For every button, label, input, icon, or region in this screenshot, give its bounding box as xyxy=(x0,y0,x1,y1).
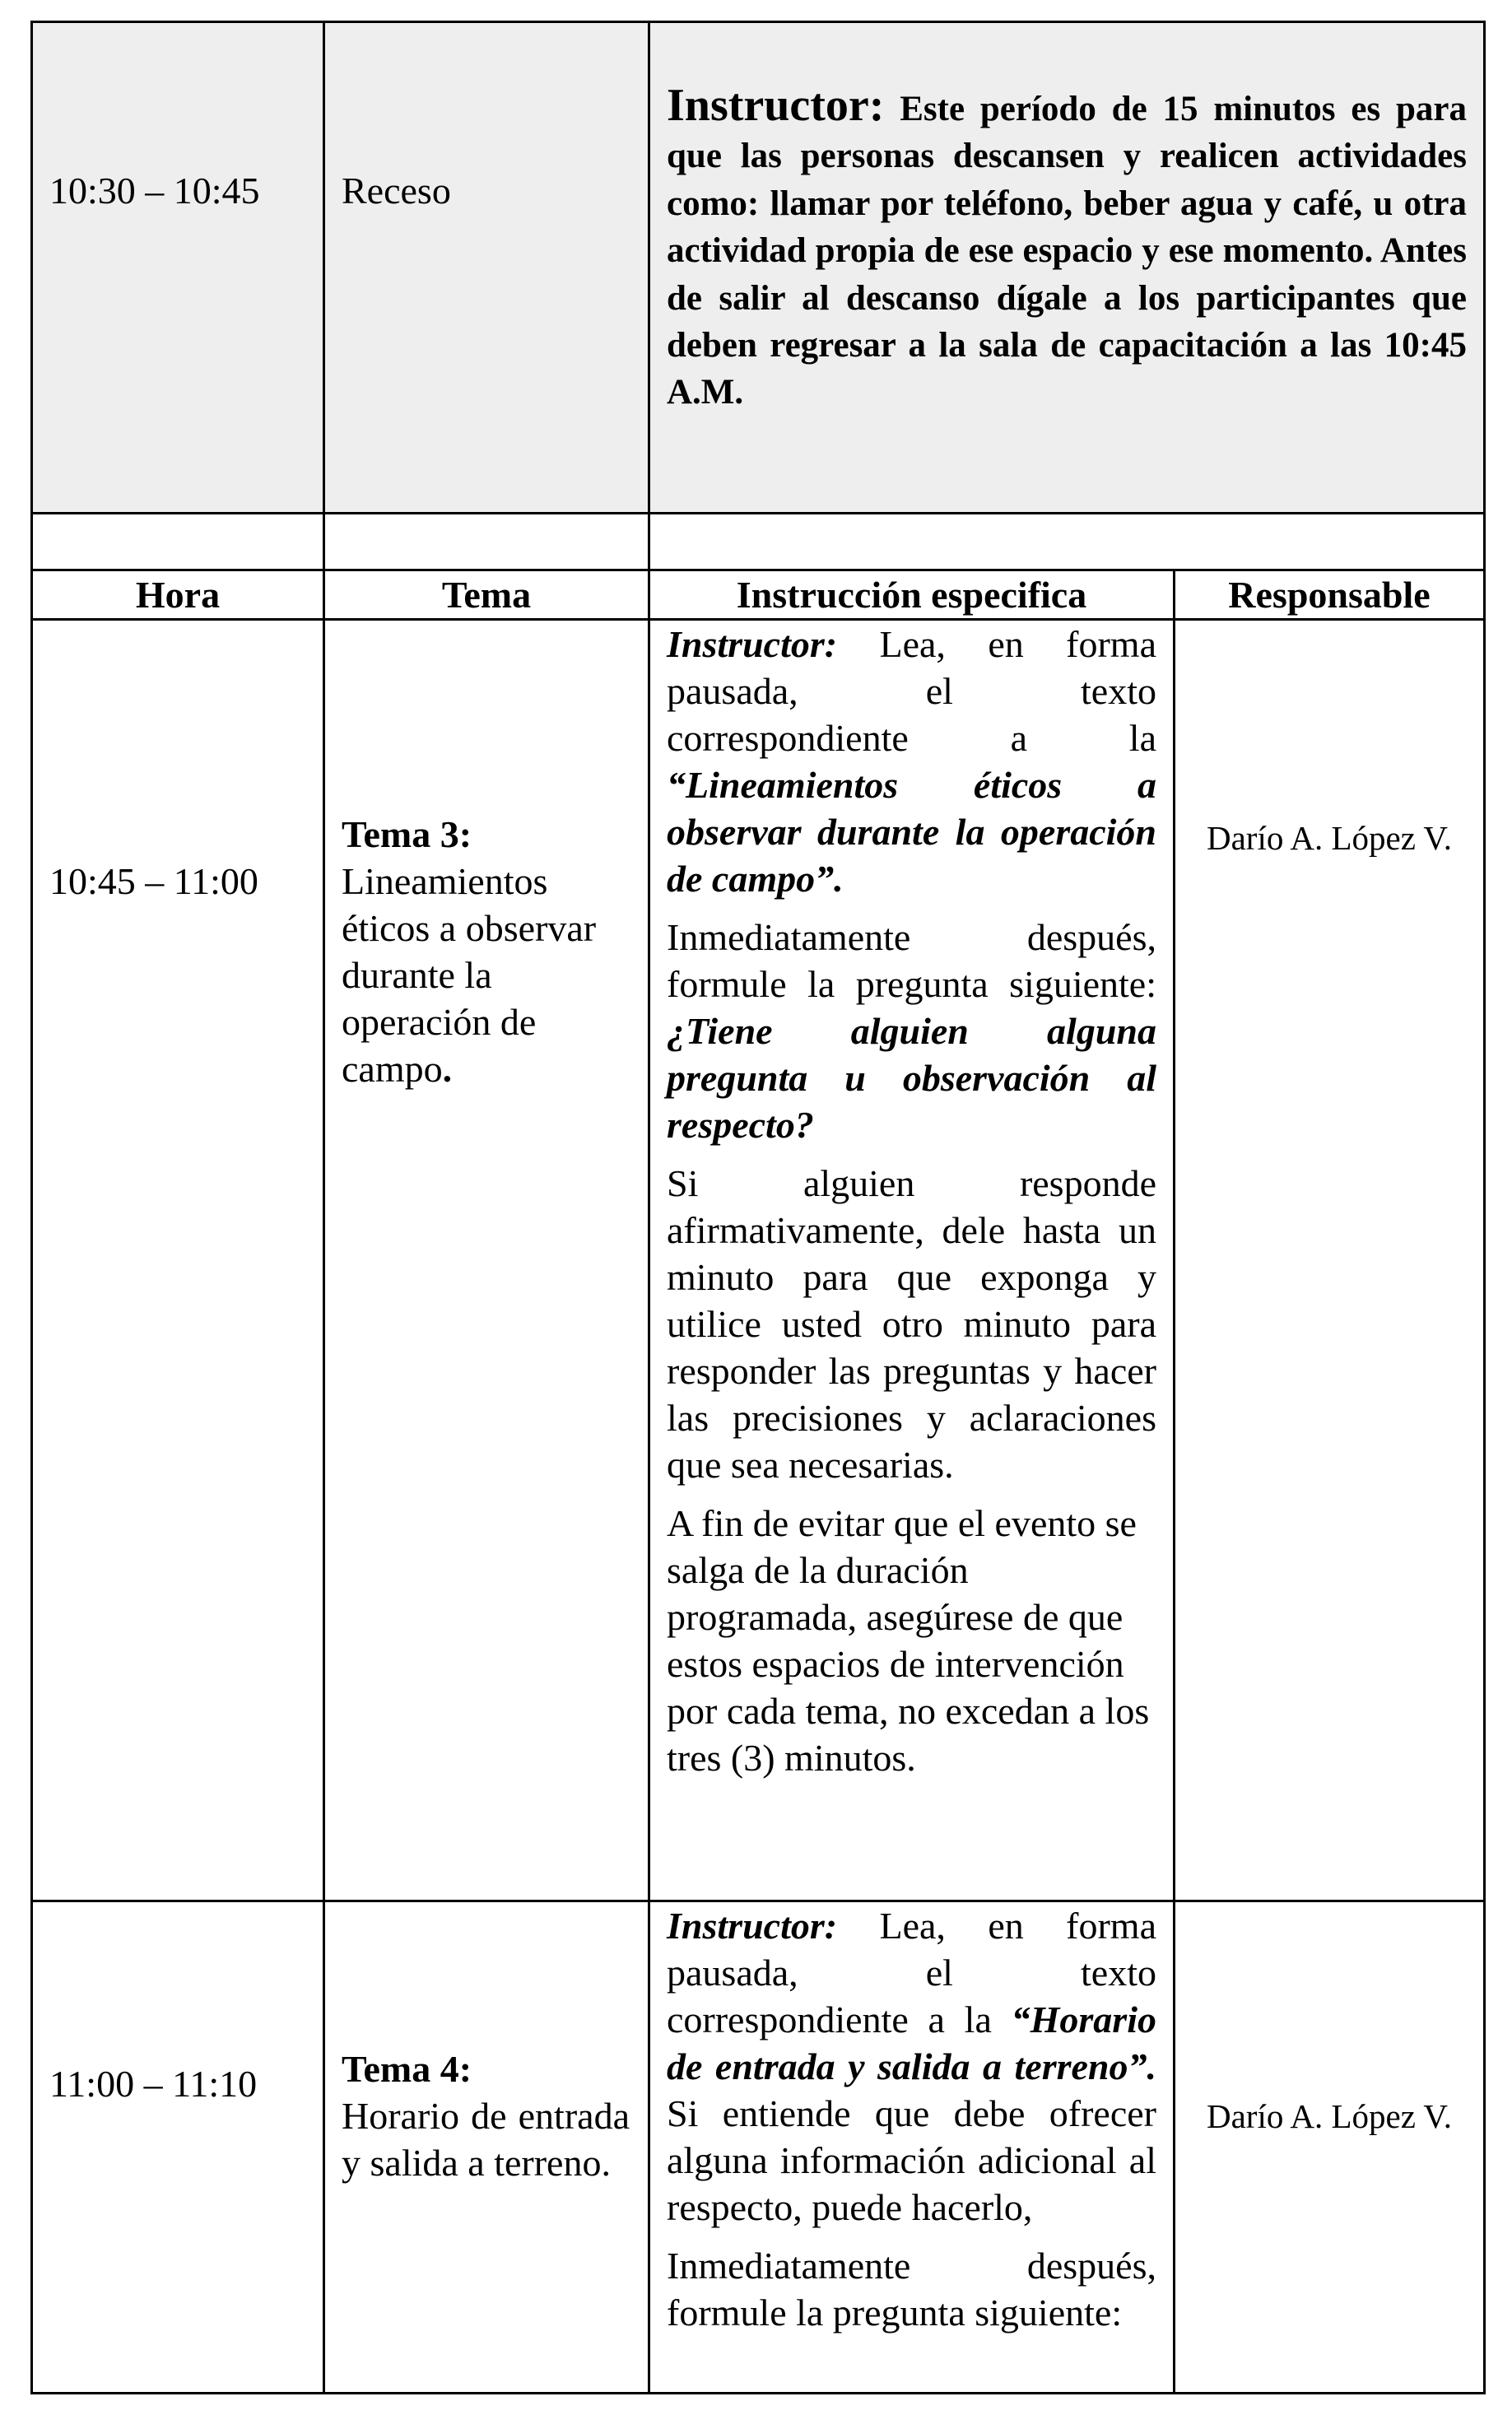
header-responsable: Responsable xyxy=(1228,574,1431,616)
tema3-responsible: Darío A. López V. xyxy=(1207,819,1452,857)
tema3-topic-end: . xyxy=(442,1048,453,1090)
tema3-p1-text: Lea, en forma pausada, el texto correspondiente a la xyxy=(667,623,1157,759)
tema4-p1 xyxy=(667,1902,1156,2231)
break-topic: Receso xyxy=(342,169,451,212)
tema4-time: 11:00 – 11:10 xyxy=(49,2063,258,2105)
col-rule-2 xyxy=(648,21,650,2394)
tema4-topic-label: Tema 4: xyxy=(342,2048,472,2090)
tema3-topic xyxy=(342,811,638,1092)
tema4-responsible: Darío A. López V. xyxy=(1207,2097,1452,2135)
tema3-p2-question: ¿Tiene alguien alguna pregunta u observación al respecto? xyxy=(667,1010,1156,1146)
tema3-p2 xyxy=(667,914,1156,1148)
break-time: 10:30 – 10:45 xyxy=(49,169,260,212)
tema4-p1-text: Lea, en forma pausada, el texto correspondiente a la xyxy=(667,1905,1157,2040)
tema3-time: 10:45 – 11:00 xyxy=(49,860,258,902)
tema3-p3: Si alguien responde afirmativamente, dele hasta un minuto para que exponga y utilice usted otro minuto para responder las preguntas y hacer las precisiones y aclaraciones que sea necesarias. xyxy=(667,1162,1156,1486)
col-rule-left xyxy=(30,21,33,2394)
tema3-topic-text: Lineamientos éticos a observar durante la operación de campo xyxy=(342,860,597,1090)
tema4-instruction xyxy=(667,1902,1156,2336)
tema3-instruction xyxy=(667,621,1156,1781)
header-tema: Tema xyxy=(441,574,532,616)
tema4-instructor-label: Instructor: xyxy=(667,1905,838,1947)
break-instructor-label: Instructor: xyxy=(667,80,885,131)
tema4-p2: Inmediatamente después, formule la pregunta siguiente: xyxy=(667,2245,1156,2334)
tema3-p1-quote: “Lineamientos éticos a observar durante la operación de campo”. xyxy=(667,764,1156,900)
header-hora: Hora xyxy=(135,574,221,616)
col-rule-right xyxy=(1483,21,1486,2394)
break-instruction-text: Este período de 15 minutos es para que las personas descansen y realicen actividades como: llamar por teléfono, beber agua y café, u otra actividad propia de ese espacio y ese momento. Antes de salir al descanso dígale a los participantes que deben regresar a la sala de capacitación a las 10:45 A.M. xyxy=(667,90,1468,412)
col-rule-1 xyxy=(323,21,325,2394)
rule-break-bottom xyxy=(30,512,1486,514)
tema4-p1-tail: Si entiende que debe ofrecer alguna información adicional al respecto, puede hacerlo, xyxy=(667,2092,1156,2228)
tema4-topic xyxy=(342,2045,630,2186)
tema3-p2-text: Inmediatamente después, formule la pregunta siguiente: xyxy=(667,916,1156,1005)
rule-bottom xyxy=(30,2392,1486,2394)
break-instruction xyxy=(667,82,1467,416)
tema3-p4: A fin de evitar que el evento se salga de la duración programada, asegúrese de que estos espacios de intervención por cada tema, no excedan a los tres (3) minutos. xyxy=(667,1502,1150,1779)
tema3-instructor-label: Instructor: xyxy=(667,623,838,665)
header-instruccion: Instrucción especifica xyxy=(736,574,1087,616)
tema4-topic-text: Horario de entrada y salida a terreno. xyxy=(342,2095,630,2184)
tema4-p1-quote: “Horario de entrada y salida a terreno”. xyxy=(667,1999,1156,2087)
tema3-topic-label: Tema 3: xyxy=(342,813,472,855)
tema3-p1 xyxy=(667,621,1156,902)
